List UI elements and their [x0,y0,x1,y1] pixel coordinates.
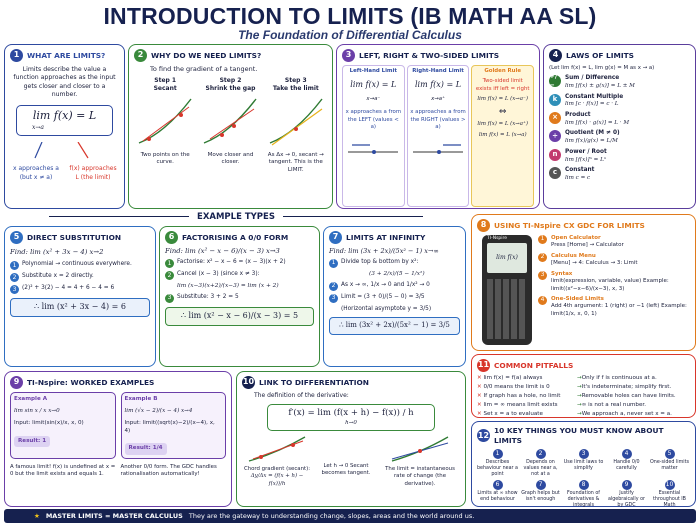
right-arrow-diagram [411,137,466,167]
law-icon: ÷ [549,130,561,142]
law-formula: lim [f(x)]ⁿ = Lⁿ [565,156,607,163]
find-line: Find: lim (x² − x − 6)/(x − 3) x→3 [165,247,280,255]
law-formula: lim [f(x) · g(x)] = L · M [565,119,630,126]
formula-left: lim f(x) = L (x→a⁻) [477,95,528,102]
list-item: 3 (2)² + 3(2) − 4 = 4 + 6 − 4 = 6 [10,285,150,294]
key-text: Essential throughout IB Math [653,490,686,508]
section-title: FACTORISING A 0/0 FORM [182,232,289,242]
pitfall-fix: Only if f is continuous at a. [581,375,657,381]
list-item: lim (x−3)(x+2)/(x−3) = lim (x + 2) [177,283,279,290]
secant-panel [242,435,312,488]
section-title: LEFT, RIGHT & TWO-SIDED LIMITS [359,50,500,60]
list-item: 3 Limit = (3 + 0)/(5 − 0) = 3/5 [329,294,460,303]
find-line: Find: lim (3x + 2x)/(5x² − 1) x→∞ [329,247,439,255]
find-line: Find: lim (x² + 3x − 4) x→2 [10,248,104,256]
key-item [606,480,647,509]
key-item [477,480,518,509]
pitfall-fix: We approach a, never set x = a. [581,411,672,418]
pitfall-wrong: If graph has a hole, no limit [483,393,561,400]
section-number: 2 [134,49,147,62]
example-types-heading: EXAMPLE TYPES [4,212,468,222]
pitfalls-list [477,375,690,419]
law-item [549,112,690,127]
golden-rule [471,65,534,207]
example-result: Result: 1 [14,436,50,448]
section-number: 11 [477,359,490,372]
law-item [549,71,690,90]
description: x approaches a from the LEFT (values < a) [345,109,402,130]
ti-step: 3 Syntax limit(expression, variable, value) Example: limit((x²−x−6)/(x−3), x, 3) [538,271,693,293]
key-item [649,480,690,509]
section-number: 10 [242,376,255,389]
example-b-note: Another 0/0 form. The GDC handles rationalisation automatically! [120,463,217,478]
section-number: 4 [549,49,562,62]
limit-caption: Let h → 0 Secant becomes tangent. [321,462,371,477]
pitfall-row: ✕ lim f(x) = f(a) always → Only if f is continuous at a. [477,375,657,381]
description: x approaches a from the RIGHT (values > a) [410,109,466,130]
pitfall-wrong: lim = ∞ means limit exists [483,402,558,409]
derivative-formula: f′(x) = lim (f(x + h) − f(x)) / h [288,408,414,419]
section-title: DIRECT SUBSTITUTION [27,232,122,242]
laws-intro: (Let lim f(x) = L, lim g(x) = M as x → a) [549,65,655,71]
step-subtitle: Secant [153,84,177,92]
arrow-x [35,142,42,158]
law-name: Product [565,112,591,119]
law-name: Sum / Difference [565,75,620,82]
star-icon: ★ [34,512,40,520]
law-item [549,167,690,182]
pitfall-wrong: lim f(x) = f(a) always [483,375,543,381]
section-title: WHAT ARE LIMITS? [27,50,106,60]
subsection-title: Left-Hand Limit [349,68,397,74]
law-name: Constant Multiple [565,93,624,100]
limit-subscript: x→a [32,124,44,132]
ti-step: 4 One-Sided Limits Add 4th argument: 1 (right) or −1 (left) Example: limit(1/x, x, 0, 1) [538,296,693,318]
subscript: x→a⁻ [366,96,381,103]
step-3 [265,77,327,174]
calculator-image [482,235,532,345]
section-number: 3 [342,49,355,62]
tangent-panel [380,435,460,488]
section-why-limits [128,44,333,209]
section-title: 10 KEY THINGS YOU MUST KNOW ABOUT LIMITS [494,426,664,445]
section-title: COMMON PITFALLS [494,360,574,370]
key-number: 6 [493,480,503,490]
description: Two-sided limit exists iff left = right [475,78,530,92]
key-text: Handle 0/0 carefully [613,459,640,471]
law-icon: n [549,149,561,161]
subscript: x→a⁺ [431,96,445,103]
calculator-screen: lim f(x) [487,243,527,273]
key-number: 7 [536,480,546,490]
f-approaches-label: f(x) approaches L (the limit) [69,165,117,181]
key-item [606,449,647,478]
example-input: Input: limit(sin(x)/x, x, 0) [14,420,84,427]
key-item [649,449,690,478]
example-b [121,392,227,459]
section-key-things [471,421,696,507]
list-item: 1 Polynomial → continuous everywhere. [10,261,150,270]
list-item: (Horizontal asymptote y = 3/5) [341,305,432,312]
law-name: Constant [565,167,595,174]
footer-banner [4,509,696,523]
key-number: 10 [665,481,674,489]
key-number: 8 [579,480,589,490]
pitfall-row: ✕ lim = ∞ means limit exists → ∞ is not a real number. [477,402,646,409]
example-input: Input: limit((sqrt(x)−2)/(x−4), x, 4) [124,420,215,434]
example-result: Result: 1/4 [125,443,167,455]
pitfall-fix: It's indeterminate; simplify first. [581,384,672,391]
example-formula: lim sin x / x x→0 [14,407,60,414]
section-worked-examples [4,371,232,507]
law-formula: lim [f(x) ± g(x)] = L ± M [565,83,635,90]
section-number: 9 [10,376,23,389]
step-desc: Two points on the curve. [140,151,190,166]
secant-graph [135,93,195,148]
calculator-brand: TI-Nspire [487,236,508,241]
key-text: Describes behaviour near a point [477,459,518,477]
section-title: LAWS OF LIMITS [566,50,634,60]
pitfall-row: ✕ If graph has a hole, no limit → Removable holes can have limits. [477,393,676,400]
section-number: 1 [10,49,23,62]
pitfall-row: ✕ 0/0 means the limit is 0 → It's indeterminate; simplify first. [477,384,672,391]
laws-list [549,71,690,182]
example-formula: lim (√x − 2)/(x − 4) x→4 [124,407,193,414]
limit-formula-box [16,105,113,136]
section-pitfalls [471,354,696,418]
tangent-graph [390,435,450,463]
section-ti-nspire [471,214,696,351]
section-title: WHY DO WE NEED LIMITS? [151,50,262,60]
list-item: 1 Divide top & bottom by x²: [329,259,460,268]
law-icon: × [549,112,561,124]
arrows-diagram [10,142,120,162]
section-title: LIMITS AT INFINITY [346,232,426,242]
key-number: 4 [622,449,632,459]
section-title: USING TI-Nspire CX GDC FOR LIMITS [494,220,645,230]
key-text: Graph helps but isn't enough [521,490,560,502]
section-factorising [159,226,320,367]
step-title: Step 1 [154,76,177,84]
step-desc: Move closer and closer. [207,151,254,166]
step-2 [199,77,261,174]
shrink-gap-graph [200,93,260,148]
section-number: 6 [165,231,178,244]
key-text: Justify algebraically or by GDC [607,490,646,508]
section-what-are-limits [4,44,125,209]
section-number: 5 [10,231,23,244]
pitfall-wrong: 0/0 means the limit is 0 [483,384,550,391]
section-differentiation [236,371,466,507]
key-things-grid [477,449,690,509]
pitfall-wrong: Set x = a to evaluate [483,411,543,418]
page-title: INTRODUCTION TO LIMITS (IB MATH AA SL) [103,3,597,29]
key-text: Foundation of derivatives & integrals [567,490,600,508]
section-number: 8 [477,219,490,232]
pitfall-row: ✕ Set x = a to evaluate → We approach a, never set x = a. [477,411,672,418]
step-title: Step 2 [219,76,242,84]
law-formula: lim c = c [565,174,591,181]
chord-graph [247,435,307,463]
section-one-sided-limits [336,44,540,209]
section-laws-of-limits [543,44,696,209]
section-number: 12 [477,429,490,442]
pitfall-fix: Removable holes can have limits. [581,393,676,400]
pitfall-fix: ∞ is not a real number. [581,402,646,409]
iff-symbol: ⇔ [498,107,507,118]
law-item [549,130,690,145]
subsection-title: Right-Hand Limit [412,68,464,74]
section-limits-at-infinity [323,226,466,367]
step-subtitle: Take the limit [272,84,319,92]
formula-right: lim f(x) = L (x→a⁺) [477,121,528,128]
left-arrow-diagram [346,137,401,167]
footer-bold: MASTER LIMITS = MASTER CALCULUS [45,512,183,520]
example-title: Example B [124,396,158,402]
key-number: 3 [579,449,589,459]
list-item: 2 As x → ∞, 1/x → 0 and 1/x² → 0 [329,282,460,291]
key-item [563,449,604,478]
ti-steps [538,235,693,321]
chord-formula: Δy/Δx = (f(x + h) − f(x))/h [250,473,304,487]
footer-text: They are the gateway to understanding change, slopes, areas and the world around us. [188,512,475,520]
chord-caption: Chord gradient (secant): [243,466,311,473]
formula-two-sided: lim f(x) = L (x→a) [478,131,527,138]
key-text: Limits at ∞ show end behaviour [477,490,518,502]
law-formula: lim f(x)/g(x) = L/M [565,138,618,145]
key-number: 9 [622,480,632,490]
list-item: 3 Substitute: 3 + 2 = 5 [165,294,314,303]
example-a-note: A famous limit! f(x) is undefined at x = 0 but the limit exists and equals 1. [10,463,116,478]
tangent-graph [266,93,326,148]
result-box: ∴ lim (3x² + 2x)/(5x² − 1) = 3/5 [329,317,460,334]
law-name: Quotient (M ≠ 0) [565,130,620,137]
key-text: Depends on values near a, not at a [523,459,558,477]
arrow-f [78,142,88,158]
law-icon: c [549,167,561,179]
key-number: 5 [665,449,675,459]
key-number: 2 [536,449,546,459]
ti-step: 1 Open Calculator Press [Home] → Calculator [538,235,693,250]
list-item: 2 Substitute x = 2 directly. [10,273,150,282]
right-hand-limit [407,65,470,207]
intro-text: To find the gradient of a tangent. [150,65,258,73]
example-a [10,392,116,459]
key-item [520,480,561,509]
section-direct-substitution [4,226,156,367]
step-subtitle: Shrink the gap [205,84,256,92]
law-name: Power / Root [565,148,607,155]
law-formula: lim [c · f(x)] = c · L [565,101,619,108]
law-item [549,149,690,164]
page-subtitle: The Foundation of Differential Calculus [238,28,462,42]
law-icon: k [549,94,561,106]
result-box: ∴ lim (x² + 3x − 4) = 6 [10,298,150,317]
step-desc: As Δx → 0, secant → tangent. This is the LIMIT. [267,151,324,173]
section-title: TI-Nspire: WORKED EXAMPLES [27,377,155,387]
step-title: Step 3 [284,76,307,84]
key-item [520,449,561,478]
list-item: 2 Cancel (x − 3) (since x ≠ 3): [165,271,314,280]
result-box: ∴ lim (x² − x − 6)/(x − 3) = 5 [165,307,314,326]
section-number: 7 [329,231,342,244]
law-icon: +/− [549,75,561,87]
intro-text: The definition of the derivative: [254,392,349,399]
list-item: (3 + 2/x)/(5 − 1/x²) [369,270,425,277]
ti-step: 2 Calculus Menu [Menu] → 4: Calculus → 3: Limit [538,253,693,268]
derivative-subscript: h→0 [345,419,357,426]
section-title: LINK TO DIFFERENTIATION [259,377,369,387]
definition-text: Limits describe the value a function approaches as the input gets closer and closer to a number. [13,66,116,99]
law-item [549,94,690,109]
formula: lim f(x) = L [414,80,462,90]
list-item: 1 Factorise: x² − x − 6 = (x − 3)(x + 2) [165,259,314,268]
key-text: Use limit laws to simplify [563,459,604,471]
left-hand-limit [342,65,405,207]
subsection-title: Golden Rule [484,68,522,74]
tangent-caption: The limit = instantaneous rate of change (the derivative). [385,466,455,487]
x-approaches-label: x approaches a (but x ≠ a) [13,165,59,181]
key-item [563,480,604,509]
calculator-keys [487,279,527,339]
limit-formula: lim f(x) = L [32,109,97,123]
example-title: Example A [14,396,48,402]
step-1 [134,77,196,174]
key-number: 1 [493,449,503,459]
key-text: One-sided limits matter [650,459,689,471]
derivative-box [267,404,435,431]
formula: lim f(x) = L [350,80,397,90]
key-item [477,449,518,478]
